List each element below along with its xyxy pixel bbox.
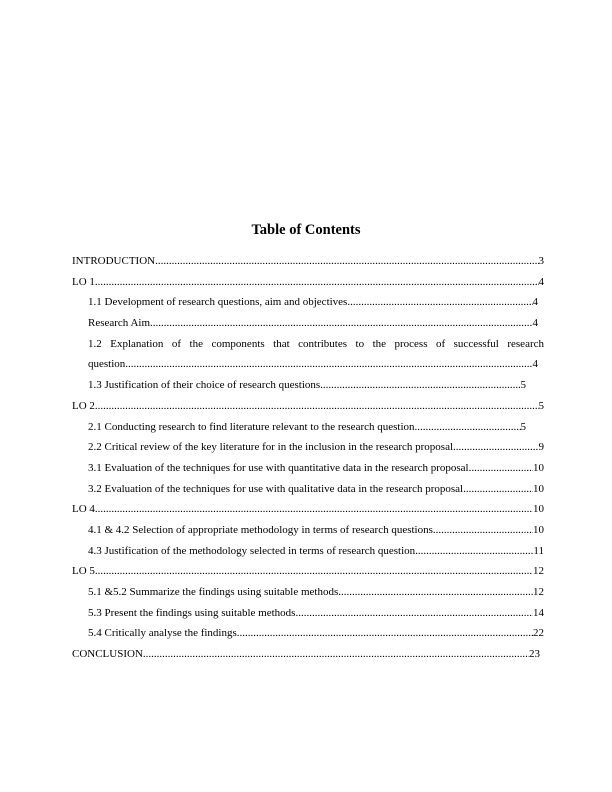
toc-entry-page: 4 [532,296,538,309]
toc-entry-page: 10 [533,523,544,536]
leader-dots [415,417,521,438]
toc-entry-1-3[interactable] [88,375,526,396]
toc-entry-page: 5 [538,399,544,412]
toc-entry-5-3[interactable] [88,603,544,624]
toc-entry-1-2[interactable] [88,334,544,375]
toc-entry-page: 3 [538,255,544,267]
toc-entry-5-4[interactable] [88,623,544,644]
leader-dots [95,396,539,417]
toc-entry-page: 10 [533,503,544,516]
toc-entry-text: LO 5 [72,565,95,578]
toc-title: Table of Contents [251,222,361,238]
leader-dots [338,582,533,603]
toc-entry-page: 23 [529,648,540,661]
leader-dots [415,541,533,562]
toc-entry-page: 12 [533,586,544,598]
toc-entry-text: LO 4 [72,503,95,516]
toc-entry-3-1[interactable] [88,458,544,479]
leader-dots [95,561,533,582]
toc-entry-page: 12 [533,565,544,578]
leader-dots [453,437,538,458]
leader-dots [295,603,533,624]
toc-entry-text: 5.4 Critically analyse the findings [88,627,237,640]
leader-dots [320,375,520,396]
toc-entry-text: 2.1 Conducting research to find literature relevant to the research question [88,420,415,433]
toc-entry-page: 4 [532,317,538,330]
toc-entry-lo1[interactable] [72,272,544,293]
table-of-contents [72,251,544,665]
toc-entry-5-1-5-2[interactable] [88,582,544,603]
toc-entry-4-3[interactable] [88,541,544,562]
toc-entry-text: 4.3 Justification of the methodology selected in terms of research question [88,544,416,557]
toc-entry-text-continued: question [88,358,126,371]
toc-entry-text: 1.2 Explanation of the components that contributes to the process of successful research [88,337,544,350]
toc-entry-3-2[interactable] [88,479,544,500]
toc-entry-page: 5 [520,379,526,392]
toc-entry-research-aim[interactable] [88,313,538,334]
toc-entry-text: 5.1 &5.2 Summarize the findings using suitable methods [88,586,339,598]
toc-entry-text: 5.3 Present the findings using suitable methods [88,606,296,619]
toc-entry-page: 5 [520,420,526,433]
toc-entry-lo4[interactable] [72,499,544,520]
leader-dots [463,479,533,500]
leader-dots [347,292,532,313]
toc-entry-text: 2.2 Critical review of the key literature for in the inclusion in the research proposal [88,441,454,454]
toc-entry-conclusion[interactable] [72,644,540,665]
toc-entry-page: 14 [533,606,544,619]
leader-dots [469,458,533,479]
leader-dots [143,644,529,665]
toc-entry-page: 4 [532,358,538,371]
toc-entry-2-2[interactable] [88,437,544,458]
leader-dots [155,251,538,272]
toc-entry-4-1-4-2[interactable] [88,520,544,541]
toc-entry-text: 1.3 Justification of their choice of research questions [88,379,321,392]
leader-dots [95,499,533,520]
toc-entry-text: 4.1 & 4.2 Selection of appropriate methodology in terms of research questions [88,523,433,536]
toc-entry-text: 1.1 Development of research questions, aim and objectives [88,296,348,309]
leader-dots [237,623,533,644]
leader-dots [95,272,539,293]
toc-entry-text: LO 1 [72,275,95,288]
leader-dots [125,354,532,375]
toc-entry-introduction[interactable] [72,251,544,272]
toc-entry-page: 10 [533,482,544,495]
toc-entry-text: Research Aim [88,317,151,330]
toc-entry-text: CONCLUSION [72,648,143,661]
toc-entry-page: 11 [533,544,544,557]
toc-entry-lo5[interactable] [72,561,544,582]
toc-entry-page: 4 [538,275,544,288]
toc-entry-text: LO 2 [72,399,95,412]
toc-entry-text: 3.2 Evaluation of the techniques for use with qualitative data in the research proposal [88,482,464,495]
toc-entry-text: 3.1 Evaluation of the techniques for use with quantitative data in the research proposal [88,461,469,474]
toc-entry-text: INTRODUCTION [72,255,156,267]
leader-dots [433,520,533,541]
toc-entry-2-1[interactable] [88,417,526,438]
toc-entry-page: 9 [538,441,544,454]
toc-entry-page: 22 [533,627,544,640]
toc-entry-page: 10 [533,461,544,474]
toc-entry-1-1[interactable] [88,292,538,313]
leader-dots [150,313,532,334]
toc-entry-lo2[interactable] [72,396,544,417]
